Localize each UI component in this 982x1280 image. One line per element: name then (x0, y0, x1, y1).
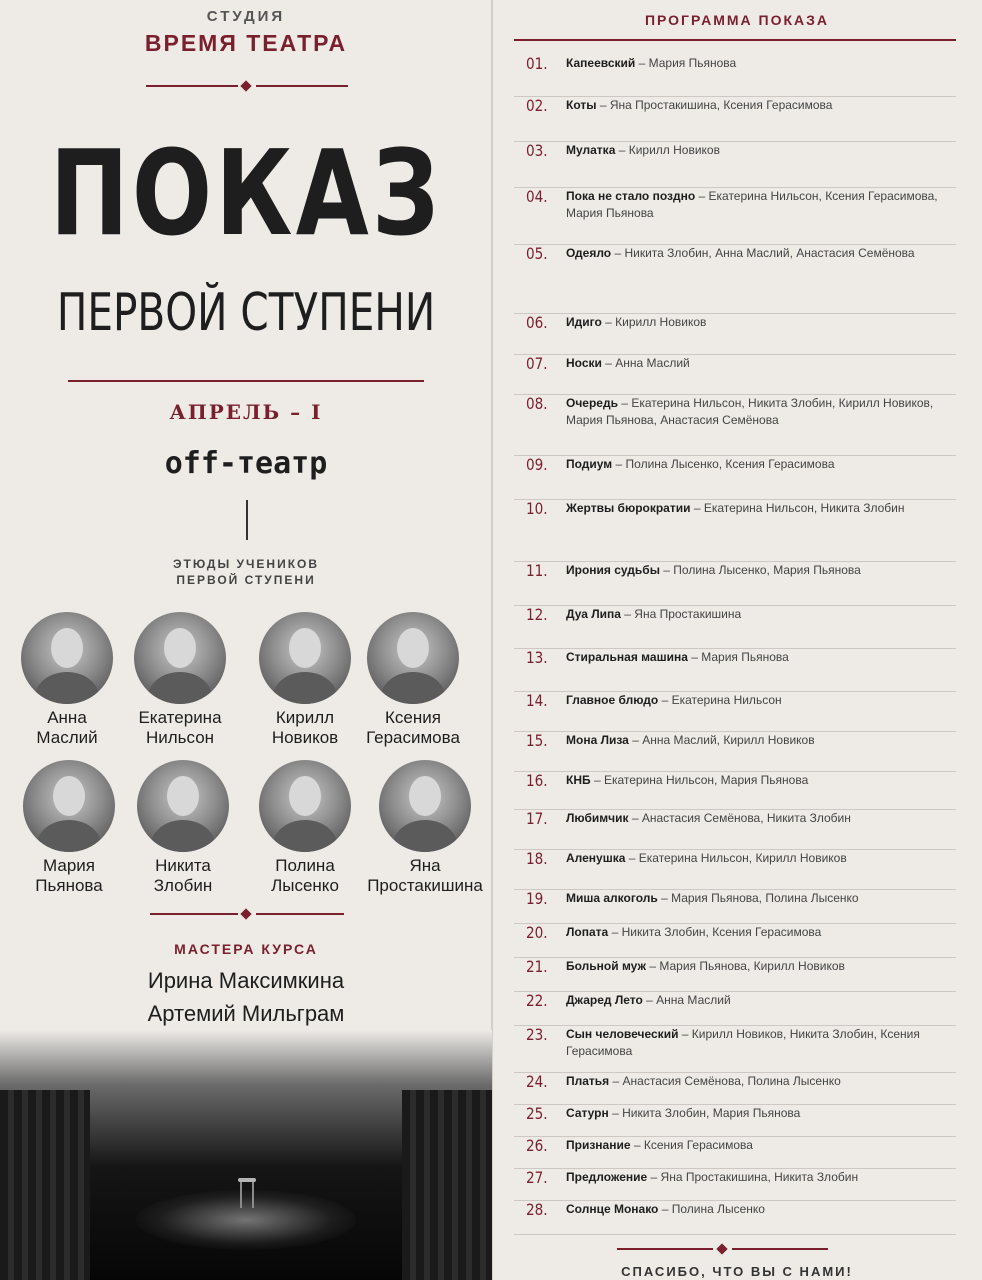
actor-last-name: Маслий (36, 728, 98, 747)
stage-photo (0, 1030, 492, 1280)
program-item (514, 313, 956, 355)
avatar (367, 612, 459, 704)
program-item-title: Коты (566, 98, 597, 112)
program-item-title: Сын человеческий (566, 1027, 679, 1041)
program-item (514, 605, 956, 649)
program-item-cast: – Екатерина Нильсон (658, 693, 782, 707)
program-item (514, 957, 956, 992)
program-item-title: Лопата (566, 925, 609, 939)
program-item (514, 923, 956, 958)
program-item (514, 731, 956, 772)
etudes-line-1: ЭТЮДЫ УЧЕНИКОВ (172, 557, 320, 571)
program-item (514, 455, 956, 500)
program-item-text (566, 958, 956, 975)
program-item-title: Больной муж (566, 959, 646, 973)
program-item (514, 1025, 956, 1073)
program-item-number: 24. (526, 1072, 548, 1091)
program-item-title: Сатурн (566, 1106, 609, 1120)
program-item-number: 14. (526, 691, 548, 710)
program-item-text (566, 314, 956, 331)
program-item-cast: – Анна Маслий (642, 993, 731, 1007)
program-item (514, 1168, 956, 1201)
master-name: Артемий Мильграм (147, 1001, 345, 1026)
program-item-cast: – Екатерина Нильсон, Кирилл Новиков (625, 851, 847, 865)
program-item-title: Дуа Липа (566, 607, 621, 621)
program-item-title: Главное блюдо (566, 693, 659, 707)
program-item-number: 22. (526, 991, 548, 1010)
actor-last-name: Лысенко (271, 876, 339, 895)
vertical-separator (246, 500, 248, 540)
program-item (514, 991, 956, 1026)
actor-first-name: Кирилл (275, 708, 335, 727)
program-item-text (566, 245, 956, 262)
actor-card (115, 612, 245, 748)
avatar (379, 760, 471, 852)
avatar (23, 760, 115, 852)
program-item-cast: – Екатерина Нильсон, Мария Пьянова (590, 773, 809, 787)
studio-name: ВРЕМЯ ТЕАТРА (144, 30, 348, 56)
actor-last-name: Герасимова (366, 728, 460, 747)
page-subtitle: ПЕРВОЙ СТУПЕНИ (56, 283, 436, 343)
program-item-number: 02. (526, 96, 548, 115)
actor-first-name: Екатерина (138, 708, 222, 727)
program-item (514, 809, 956, 850)
month-label: АПРЕЛЬ – I (169, 400, 323, 424)
program-item-cast: – Никита Злобин, Анна Маслий, Анастасия Семёнова (611, 246, 915, 260)
program-item-cast: – Мария Пьянова, Кирилл Новиков (646, 959, 845, 973)
program-item-cast: – Полина Лысенко, Мария Пьянова (659, 563, 861, 577)
program-item-number: 09. (526, 455, 548, 474)
program-item (514, 648, 956, 692)
program-item-number: 26. (526, 1136, 548, 1155)
actor-card (348, 612, 478, 748)
program-item-title: Пока не стало поздно (566, 189, 696, 203)
program-item-text (566, 649, 956, 666)
actor-first-name: Никита (155, 856, 211, 875)
program-item-cast: – Анастасия Семёнова, Никита Злобин (628, 811, 851, 825)
program-item-text (566, 395, 956, 429)
program-item-number: 15. (526, 731, 548, 750)
curtain-right (402, 1090, 492, 1280)
program-item-cast: – Кирилл Новиков (615, 143, 720, 157)
program-item-cast: – Полина Лысенко, Ксения Герасимова (612, 457, 835, 471)
program-item-text (566, 810, 956, 827)
program-item-cast: – Анна Маслий, Кирилл Новиков (628, 733, 815, 747)
program-item (514, 499, 956, 562)
program-item-title: Платья (566, 1074, 610, 1088)
avatar (21, 612, 113, 704)
program-item-title: Мулатка (566, 143, 616, 157)
program-item-text (566, 1105, 956, 1122)
program-top-line (514, 39, 956, 41)
program-item-title: Джаред Лето (566, 993, 643, 1007)
program-item-cast: – Екатерина Нильсон, Ксения Герасимова, Мария Пьянова (566, 189, 938, 220)
etudes-line-2: ПЕРВОЙ СТУПЕНИ (176, 573, 316, 587)
program-item (514, 771, 956, 810)
program-item-title: Предложение (566, 1170, 648, 1184)
program-item-title: Очередь (566, 396, 618, 410)
program-item-text (566, 924, 956, 941)
program-item-title: Миша алкоголь (566, 891, 658, 905)
actor-last-name: Новиков (271, 728, 339, 747)
program-item-number: 10. (526, 499, 548, 518)
ornament-line-right (256, 913, 344, 915)
program-item-cast: – Мария Пьянова (687, 650, 789, 664)
program-item-number: 20. (526, 923, 548, 942)
program-item-number: 06. (526, 313, 548, 332)
program-item-text (566, 1026, 956, 1060)
program-item-title: Носки (566, 356, 602, 370)
program-item-text (566, 1137, 956, 1154)
studio-label: СТУДИЯ (206, 8, 286, 25)
venue-label: off-театр (164, 446, 328, 481)
program-item-number: 01. (526, 54, 548, 73)
thanks-message: СПАСИБО, ЧТО ВЫ С НАМИ! (621, 1264, 853, 1279)
program-bottom-line (514, 1234, 956, 1235)
page-title: ПОКАЗ (49, 124, 443, 262)
actor-card (360, 760, 490, 896)
program-item (514, 1072, 956, 1105)
avatar (134, 612, 226, 704)
program-item-title: Мона Лиза (566, 733, 629, 747)
program-item-number: 25. (526, 1104, 548, 1123)
program-item-cast: – Екатерина Нильсон, Никита Злобин, Кирилл Новиков, Мария Пьянова, Анастасия Семёнова (566, 396, 934, 427)
program-item-text (566, 992, 956, 1009)
program-item (514, 141, 956, 188)
program-item-text (566, 890, 956, 907)
program-item-text (566, 1201, 956, 1218)
ornament-line-right (256, 85, 348, 87)
program-item-number: 28. (526, 1200, 548, 1219)
program-item-cast: – Полина Лысенко (658, 1202, 765, 1216)
actor-first-name: Полина (275, 856, 335, 875)
program-item-cast: – Яна Простакишина, Ксения Герасимова (596, 98, 833, 112)
program-item-number: 21. (526, 957, 548, 976)
spotlight (136, 1190, 356, 1250)
actor-card (240, 760, 370, 896)
program-item (514, 187, 956, 245)
program-item-number: 05. (526, 244, 548, 263)
program-item (514, 1136, 956, 1169)
program-item-cast: – Анастасия Семёнова, Полина Лысенко (609, 1074, 841, 1088)
program-item (514, 561, 956, 606)
program-item-cast: – Мария Пьянова, Полина Лысенко (657, 891, 859, 905)
program-item (514, 394, 956, 456)
actor-first-name: Ксения (385, 708, 441, 727)
title-underline (68, 380, 424, 382)
program-item-number: 16. (526, 771, 548, 790)
program-item (514, 244, 956, 314)
actor-first-name: Яна (409, 856, 441, 875)
program-item (514, 889, 956, 924)
program-item-title: Идиго (566, 315, 602, 329)
actor-first-name: Мария (43, 856, 95, 875)
program-item-text (566, 97, 956, 114)
program-item-cast: – Кирилл Новиков, Никита Злобин, Ксения Герасимова (566, 1027, 920, 1058)
actor-last-name: Нильсон (145, 728, 215, 747)
program-item-text (566, 732, 956, 749)
program-item-title: Аленушка (566, 851, 626, 865)
ornament-diamond-icon (240, 908, 251, 919)
program-item-number: 11. (526, 561, 548, 580)
program-item-text (566, 772, 956, 789)
program-panel (492, 0, 982, 1280)
program-item-title: Стиральная машина (566, 650, 688, 664)
program-item-title: Любимчик (566, 811, 629, 825)
masters-label: МАСТЕРА КУРСА (174, 941, 318, 957)
program-item-text (566, 55, 956, 72)
program-item-title: Капеевский (566, 56, 636, 70)
program-item-title: КНБ (566, 773, 591, 787)
program-item (514, 849, 956, 890)
actor-first-name: Анна (47, 708, 87, 727)
program-item-cast: – Яна Простакишина (620, 607, 742, 621)
program-item-title: Ирония судьбы (566, 563, 660, 577)
avatar (259, 612, 351, 704)
program-item-title: Подиум (566, 457, 613, 471)
program-item-text (566, 692, 956, 709)
program-item-number: 19. (526, 889, 548, 908)
program-item-text (566, 142, 956, 159)
program-item (514, 96, 956, 142)
program-item (514, 1200, 956, 1232)
program-item-cast: – Анна Маслий (601, 356, 690, 370)
program-item-title: Одеяло (566, 246, 612, 260)
program-item-text (566, 562, 956, 579)
program-item-text (566, 500, 956, 517)
program-item-number: 17. (526, 809, 548, 828)
avatar (137, 760, 229, 852)
actor-card (4, 760, 134, 896)
program-item-number: 12. (526, 605, 548, 624)
program-item (514, 54, 956, 97)
program-item-title: Признание (566, 1138, 631, 1152)
program-item-cast: – Яна Простакишина, Никита Злобин (647, 1170, 859, 1184)
program-item-number: 27. (526, 1168, 548, 1187)
program-item-number: 08. (526, 394, 548, 413)
avatar (259, 760, 351, 852)
program-item-cast: – Никита Злобин, Ксения Герасимова (608, 925, 822, 939)
master-name: Ирина Максимкина (147, 968, 345, 993)
ornament-line-left (146, 85, 238, 87)
ornament-line-left (617, 1248, 713, 1250)
actor-card (118, 760, 248, 896)
program-item (514, 691, 956, 732)
ornament-diamond-icon (240, 80, 251, 91)
program-item-number: 07. (526, 354, 548, 373)
program-item-text (566, 850, 956, 867)
program-item-cast: – Ксения Герасимова (630, 1138, 753, 1152)
program-item-text (566, 355, 956, 372)
program-item-cast: – Мария Пьянова (635, 56, 737, 70)
ornament-line-right (732, 1248, 828, 1250)
program-item-cast: – Екатерина Нильсон, Никита Злобин (690, 501, 905, 515)
program-item-text (566, 1169, 956, 1186)
program-title: ПРОГРАММА ПОКАЗА (644, 12, 830, 28)
program-item-title: Жертвы бюрократии (566, 501, 691, 515)
program-item-title: Солнце Монако (566, 1202, 659, 1216)
program-item (514, 354, 956, 395)
program-item-number: 04. (526, 187, 548, 206)
etudes-caption (0, 556, 492, 588)
program-item-number: 18. (526, 849, 548, 868)
program-item-cast: – Кирилл Новиков (601, 315, 707, 329)
actor-last-name: Пьянова (35, 876, 103, 895)
program-item-text (566, 456, 956, 473)
ornament-line-left (150, 913, 238, 915)
curtain-left (0, 1090, 90, 1280)
ornament-diamond-icon (716, 1243, 727, 1254)
actor-card (2, 612, 132, 748)
program-item-number: 23. (526, 1025, 548, 1044)
program-item-number: 03. (526, 141, 548, 160)
program-item-text (566, 188, 956, 222)
actor-last-name: Злобин (153, 876, 213, 895)
program-item-text (566, 1073, 956, 1090)
program-item (514, 1104, 956, 1137)
actor-last-name: Простакишина (367, 876, 483, 895)
program-item-cast: – Никита Злобин, Мария Пьянова (608, 1106, 801, 1120)
program-item-text (566, 606, 956, 623)
program-item-number: 13. (526, 648, 548, 667)
